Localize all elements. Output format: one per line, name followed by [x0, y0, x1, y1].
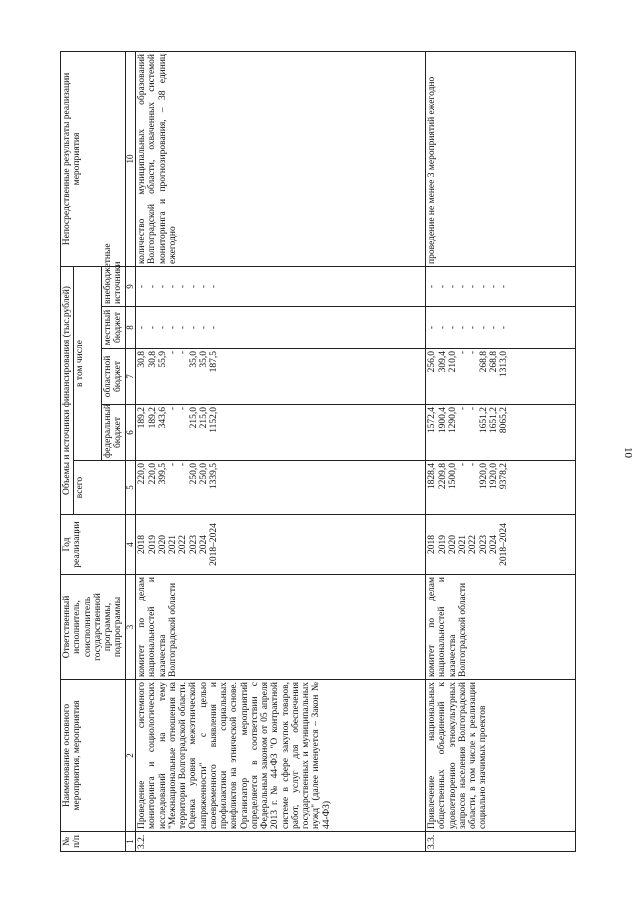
extra-value: - [468, 284, 479, 289]
total-value: 250,0 [199, 463, 209, 485]
regional-value: - [178, 351, 189, 355]
local-value: - [199, 325, 209, 330]
federal-value: - [178, 407, 189, 411]
year-value: 2021 [458, 535, 469, 554]
local-value: - [468, 325, 479, 330]
total-value: 1920,0 [478, 463, 489, 490]
header-total: всего [74, 461, 125, 515]
extra-value: - [447, 284, 458, 289]
col-number-10: 10 [125, 51, 136, 266]
federal-value: - [458, 407, 469, 411]
federal-cell [426, 405, 576, 461]
header-responsible: Ответственный исполнитель, соисполнитель государственной программы, подпрограммы [61, 575, 126, 680]
local-value: - [437, 325, 448, 330]
extra-value: - [489, 284, 499, 289]
year-value: 2023 [188, 535, 199, 554]
extra-value: - [499, 284, 510, 289]
extra-value: - [437, 284, 448, 289]
regional-value: 268,8 [489, 351, 499, 373]
total-value: 9378,2 [499, 463, 510, 490]
table-row-3-3 [426, 51, 576, 851]
total-value: 2209,8 [437, 463, 448, 490]
extra-value: - [427, 284, 438, 289]
local-value: - [147, 325, 158, 330]
regional-value: 268,8 [478, 351, 489, 373]
federal-cell [136, 405, 426, 461]
years-cell [136, 515, 426, 575]
regional-value: 1313,0 [499, 351, 510, 378]
result-text: проведение не менее 3 мероприятий ежегодно [426, 51, 576, 266]
total-cell [136, 461, 426, 515]
header-including: в том числе [74, 266, 102, 460]
total-value: 1920,0 [489, 463, 499, 490]
local-value: - [458, 325, 469, 330]
extra-value: - [178, 284, 189, 289]
col-number-9: 9 [125, 266, 136, 306]
federal-value: 8065,2 [499, 407, 510, 434]
regional-cell [136, 349, 426, 405]
year-value: 2022 [178, 535, 189, 554]
regional-value: 187,5 [209, 351, 220, 373]
federal-value: - [168, 407, 179, 411]
local-value: - [209, 325, 220, 330]
regional-value: 30,8 [147, 351, 158, 368]
header-federal: федеральный бюджет [102, 405, 126, 461]
year-value: 2018–2024 [209, 523, 220, 566]
year-value: 2019 [437, 535, 448, 554]
extra-value: - [478, 284, 489, 289]
total-value: 399,5 [157, 463, 168, 485]
local-value: - [489, 325, 499, 330]
result-text: количество муниципальных образований Волгоградской области, охваченных системой мониторинга и прогнозирования, – 38 единиц ежегодно [136, 51, 426, 266]
row-number: 3.2. [136, 832, 426, 852]
federal-value: - [468, 407, 479, 411]
col-number-3: 3 [125, 575, 136, 680]
header-local: местный бюджет [102, 307, 126, 349]
years-cell [426, 515, 576, 575]
local-value: - [168, 325, 179, 330]
local-value: - [427, 325, 438, 330]
extra-value: - [199, 284, 209, 289]
total-cell [426, 461, 576, 515]
total-value: 1500,0 [447, 463, 458, 490]
rotated-sheet [60, 52, 620, 852]
responsible-executor: комитет по делам национальностей и казачества Волгоградской области [136, 575, 426, 680]
extra-value: - [168, 284, 179, 289]
regional-value: - [468, 351, 479, 355]
header-year: Год реализации [61, 515, 126, 575]
extra-cell [426, 266, 576, 306]
col-number-5: 5 [125, 461, 136, 515]
header-extra: внебюджетные источники [102, 266, 126, 306]
extra-value: - [209, 284, 220, 289]
year-value: 2023 [478, 535, 489, 554]
year-value: 2024 [199, 535, 209, 554]
header-funding: Объемы и источники финансирования (тыс.рублей) [61, 266, 74, 514]
header-no: № п/п [61, 832, 126, 852]
local-value: - [137, 325, 148, 330]
header-results: Непосредственные результаты реализации мероприятия [61, 51, 126, 266]
col-number-7: 7 [125, 349, 136, 405]
year-value: 2018 [137, 535, 148, 554]
header-name: Наименование основного мероприятия, мероприятия [61, 680, 126, 832]
extra-value: - [157, 284, 168, 289]
federal-value: 215,0 [188, 407, 199, 429]
federal-value: 343,6 [157, 407, 168, 429]
total-value: - [178, 463, 189, 467]
total-value: - [458, 463, 469, 467]
local-value: - [478, 325, 489, 330]
year-value: 2022 [468, 535, 479, 554]
extra-value: - [147, 284, 158, 289]
regional-value: 35,0 [199, 351, 209, 368]
regional-value: 55,9 [157, 351, 168, 368]
extra-cell [136, 266, 426, 306]
regional-value: - [168, 351, 179, 355]
federal-value: 1651,2 [489, 407, 499, 434]
regional-value: 210,0 [447, 351, 458, 373]
total-value: 1339,5 [209, 463, 220, 490]
total-value: 250,0 [188, 463, 199, 485]
header-regional: областной бюджет [102, 349, 126, 405]
local-value: - [178, 325, 189, 330]
local-value: - [447, 325, 458, 330]
col-number-4: 4 [125, 515, 136, 575]
row-number: 3.3. [426, 832, 576, 852]
local-cell [426, 307, 576, 349]
federal-value: 1900,4 [437, 407, 448, 434]
total-value: - [468, 463, 479, 467]
regional-value: 35,0 [188, 351, 199, 368]
extra-value: - [188, 284, 199, 289]
regional-value: 30,8 [137, 351, 148, 368]
table-row-3-2 [136, 51, 426, 851]
program-table [60, 51, 576, 852]
col-number-6: 6 [125, 405, 136, 461]
year-value: 2018 [427, 535, 438, 554]
year-value: 2024 [489, 535, 499, 554]
regional-value: - [458, 351, 469, 355]
federal-value: 1290,0 [447, 407, 458, 434]
col-number-1: 1 [125, 832, 136, 852]
federal-value: 1572,4 [427, 407, 438, 434]
local-cell [136, 307, 426, 349]
year-value: 2020 [157, 535, 168, 554]
year-value: 2018–2024 [499, 523, 510, 566]
federal-value: 189,2 [137, 407, 148, 429]
local-value: - [499, 325, 510, 330]
activity-name: Привлечение национальных общественных объединений к удовлетворению этнокультурных запросов населения Волгоградской области, в том числе к реализации социально значимых проектов [426, 680, 576, 832]
regional-value: 256,0 [427, 351, 438, 373]
federal-value: 189,2 [147, 407, 158, 429]
federal-value: 1651,2 [478, 407, 489, 434]
page-number: 10 [622, 447, 634, 458]
regional-value: 309,4 [437, 351, 448, 373]
year-value: 2021 [168, 535, 179, 554]
total-value: - [168, 463, 179, 467]
extra-value: - [137, 284, 148, 289]
total-value: 1828,4 [427, 463, 438, 490]
year-value: 2020 [447, 535, 458, 554]
local-value: - [157, 325, 168, 330]
responsible-executor: комитет по делам национальностей и казачества Волгоградской области [426, 575, 576, 680]
regional-cell [426, 349, 576, 405]
extra-value: - [458, 284, 469, 289]
year-value: 2019 [147, 535, 158, 554]
activity-name: Проведение системного мониторинга и социологических исследований на тему "Межнациональные отношения на территории Волгоградской области. Оценка уровня межэтнической напряженности" с целью своевременного выявления и профилактики социальных конфликтов на этнической основе. Организатор мероприятий определяется в соответствии с Федеральным законом от 05 апреля 2013 г. № 44-ФЗ "О контрактной системе в сфере закупок товаров, работ, услуг для обеспечения государственных и муниципальных нужд" (далее именуется – Закон № 44-ФЗ) [136, 680, 426, 832]
federal-value: 215,0 [199, 407, 209, 429]
local-value: - [188, 325, 199, 330]
col-number-8: 8 [125, 307, 136, 349]
total-value: 220,0 [137, 463, 148, 485]
total-value: 220,0 [147, 463, 158, 485]
federal-value: 1152,0 [209, 407, 220, 433]
col-number-2: 2 [125, 680, 136, 832]
